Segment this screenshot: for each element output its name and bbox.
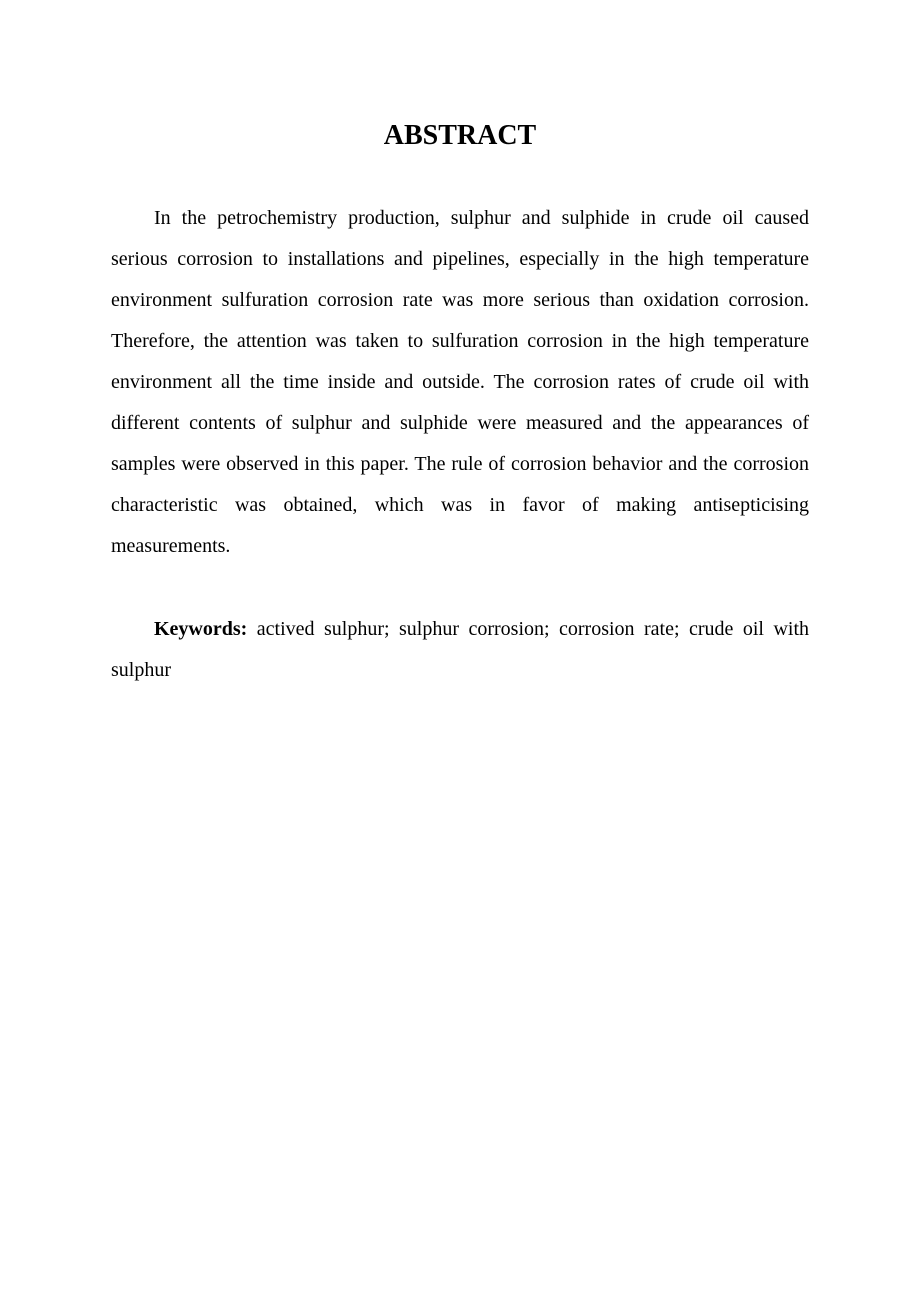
keywords-list: actived sulphur; sulphur corrosion; corrosion rate; crude oil with sulphur bbox=[111, 618, 809, 681]
keywords-label: Keywords: bbox=[154, 618, 248, 640]
keywords-paragraph bbox=[111, 609, 809, 691]
abstract-paragraph: In the petrochemistry production, sulphur and sulphide in crude oil caused serious corrosion to installations and pipelines, especially in the high temperature environment sulfuration corrosion rate was more serious than oxidation corrosion. Therefore, the attention was taken to sulfuration corrosion in the high temperature environment all the time inside and outside. The corrosion rates of crude oil with different contents of sulphur and sulphide were measured and the appearances of samples were observed in this paper. The rule of corrosion behavior and the corrosion characteristic was obtained, which was in favor of making antisepticising measurements. bbox=[111, 207, 809, 557]
abstract-heading: ABSTRACT bbox=[383, 120, 537, 151]
